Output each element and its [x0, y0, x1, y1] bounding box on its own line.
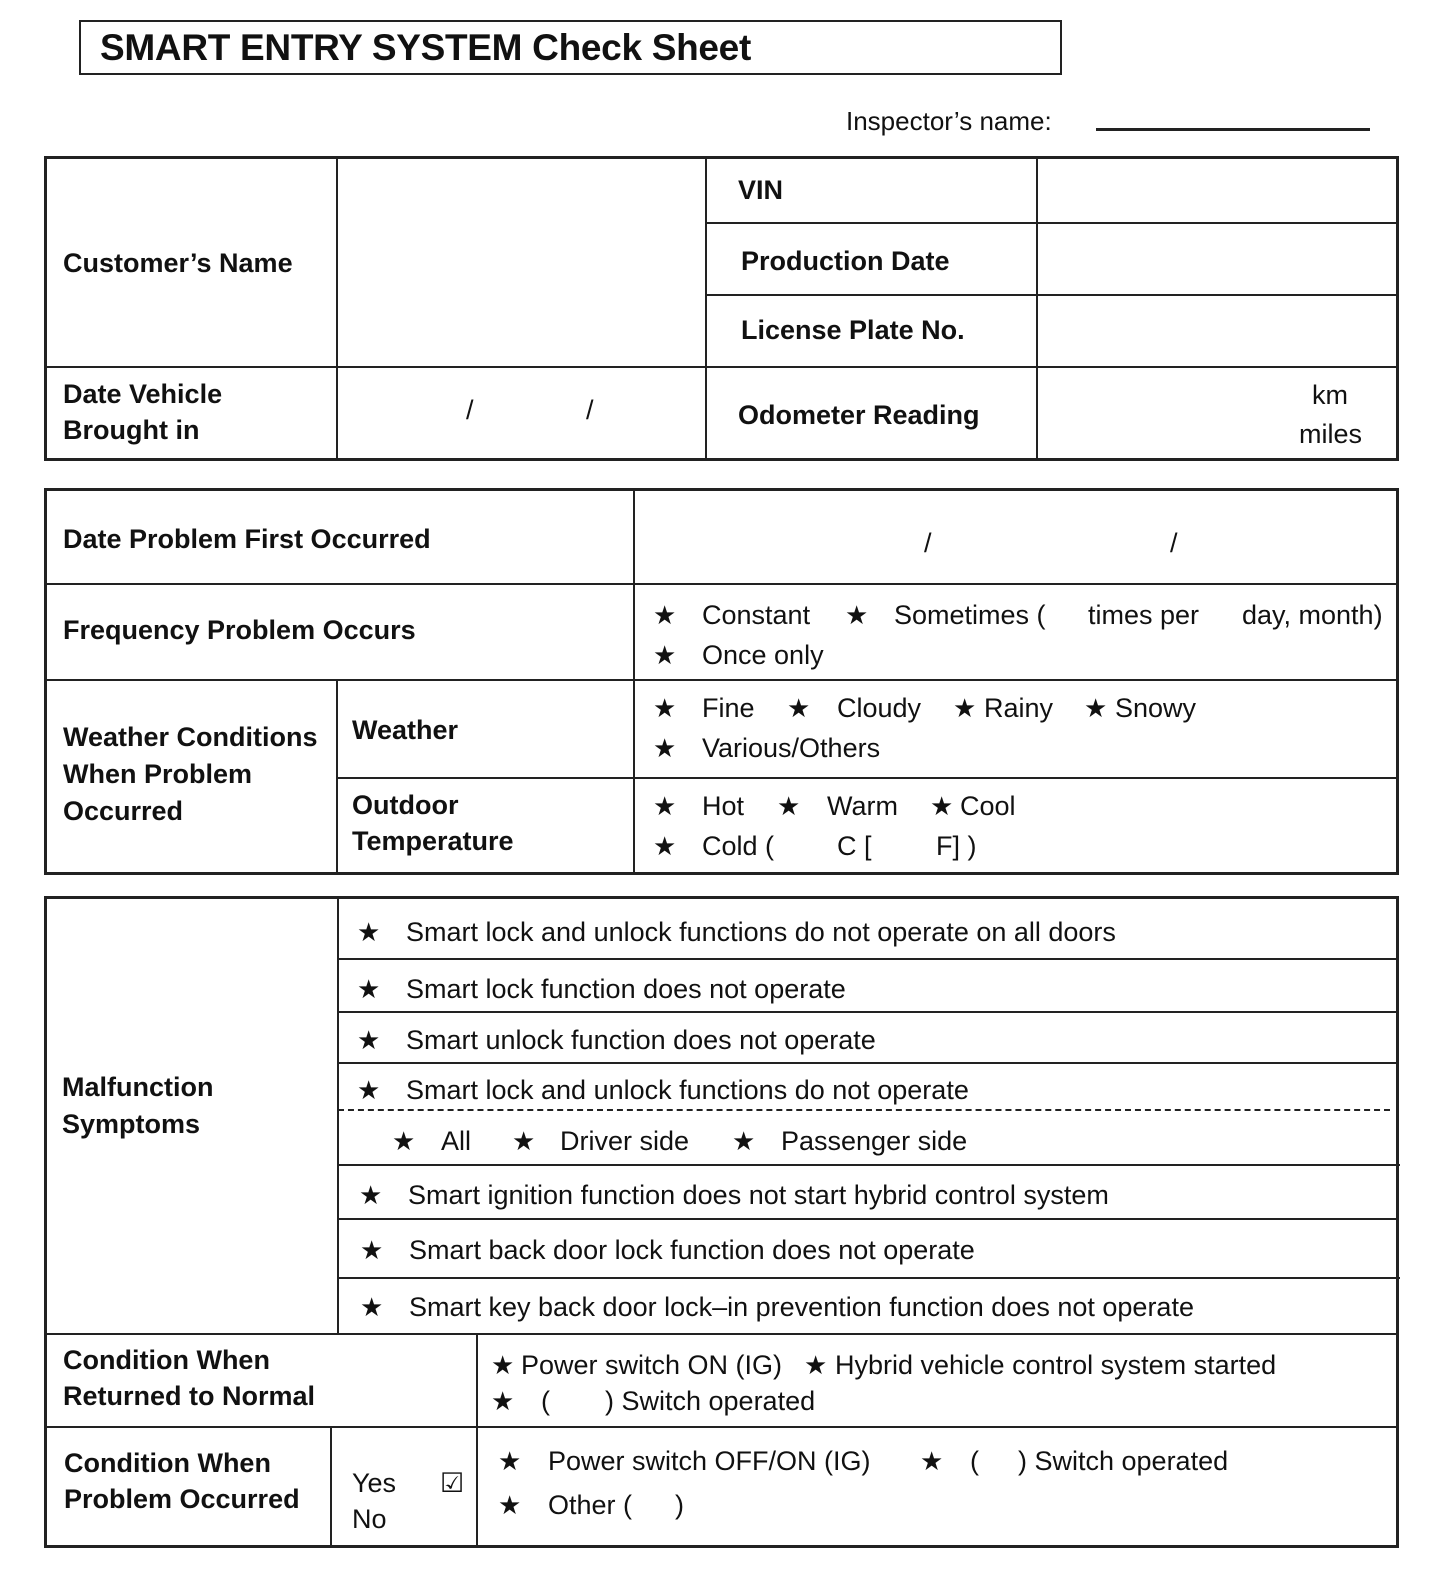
- inspector-name-field[interactable]: [1096, 128, 1370, 131]
- date-separator: /: [586, 395, 594, 425]
- option-power-switch-off-on: Power switch OFF/ON (IG): [548, 1446, 871, 1476]
- symptom-item: Smart unlock function does not operate: [406, 1025, 876, 1055]
- option-power-switch-on: Power switch ON (IG): [521, 1350, 783, 1380]
- license-plate-field[interactable]: [1040, 298, 1394, 364]
- star-checkbox-icon[interactable]: ★: [732, 1126, 756, 1156]
- star-checkbox-icon[interactable]: ★: [653, 693, 677, 723]
- star-checkbox-icon[interactable]: ★: [845, 600, 869, 630]
- date-separator: /: [466, 395, 474, 425]
- option-cool: Cool: [960, 791, 1016, 821]
- star-checkbox-icon[interactable]: ★: [360, 1292, 384, 1322]
- divider: [45, 1333, 1398, 1335]
- star-checkbox-icon[interactable]: ★: [930, 791, 954, 821]
- frequency-label: Frequency Problem Occurs: [63, 615, 416, 645]
- option-various-others: Various/Others: [702, 733, 881, 763]
- date-separator: /: [1170, 528, 1178, 558]
- paren-open: (: [970, 1446, 979, 1476]
- weather-conditions-label-line1: Weather Conditions: [63, 722, 318, 752]
- divider: [476, 1334, 478, 1547]
- star-checkbox-icon[interactable]: ★: [498, 1490, 522, 1520]
- weather-conditions-label-line3: Occurred: [63, 796, 184, 826]
- returned-label-line1: Condition When: [63, 1345, 270, 1375]
- divider: [336, 679, 338, 873]
- option-yes: Yes: [352, 1468, 397, 1498]
- star-checkbox-icon[interactable]: ★: [777, 791, 801, 821]
- star-checkbox-icon[interactable]: ★: [491, 1350, 515, 1380]
- star-checkbox-icon[interactable]: ★: [804, 1350, 828, 1380]
- star-checkbox-icon[interactable]: ★: [498, 1446, 522, 1476]
- star-checkbox-icon[interactable]: ★: [787, 693, 811, 723]
- star-checkbox-icon[interactable]: ★: [491, 1386, 515, 1416]
- symptom-item: Smart lock and unlock functions do not operate: [406, 1075, 969, 1105]
- divider: [338, 1062, 1398, 1064]
- page-title: SMART ENTRY SYSTEM Check Sheet: [100, 27, 751, 68]
- option-constant: Constant: [702, 600, 811, 630]
- divider: [705, 158, 707, 460]
- weather-label: Weather: [352, 715, 459, 745]
- option-switch-operated: ) Switch operated: [1018, 1446, 1229, 1476]
- production-date-label: Production Date: [741, 246, 950, 276]
- option-switch-operated: ) Switch operated: [605, 1386, 816, 1416]
- divider: [1036, 158, 1038, 460]
- star-checkbox-icon[interactable]: ★: [357, 917, 381, 947]
- temp-celsius: C [: [837, 831, 872, 861]
- divider: [338, 1164, 1400, 1166]
- divider: [45, 679, 1398, 681]
- paren-open: (: [541, 1386, 550, 1416]
- star-checkbox-icon[interactable]: ★: [357, 1075, 381, 1105]
- star-checkbox-icon[interactable]: ★: [392, 1126, 416, 1156]
- option-passenger-side: Passenger side: [781, 1126, 968, 1156]
- star-checkbox-icon[interactable]: ★: [357, 974, 381, 1004]
- odometer-label: Odometer Reading: [738, 400, 980, 430]
- period-text: day, month): [1242, 600, 1383, 630]
- occurred-label-line1: Condition When: [64, 1448, 271, 1478]
- star-checkbox-icon[interactable]: ★: [359, 1180, 383, 1210]
- divider: [338, 1218, 1398, 1220]
- production-date-field[interactable]: [1040, 226, 1394, 292]
- unit-miles: miles: [1299, 419, 1363, 449]
- paren-close: ): [675, 1490, 684, 1520]
- divider: [338, 1011, 1398, 1013]
- option-all: All: [441, 1126, 472, 1156]
- star-checkbox-icon[interactable]: ★: [920, 1446, 944, 1476]
- option-other: Other (: [548, 1490, 633, 1520]
- checkbox-icon[interactable]: ☑: [440, 1468, 465, 1498]
- option-hot: Hot: [702, 791, 745, 821]
- symptom-item: Smart lock and unlock functions do not operate on all doors: [406, 917, 1116, 947]
- date-first-occurred-label: Date Problem First Occurred: [63, 524, 431, 554]
- divider: [337, 898, 339, 1334]
- option-snowy: Snowy: [1115, 693, 1197, 723]
- temp-fahrenheit: F] ): [936, 831, 977, 861]
- symptom-item: Smart lock function does not operate: [406, 974, 846, 1004]
- symptom-item: Smart ignition function does not start hybrid control system: [408, 1180, 1109, 1210]
- malfunction-label-line2: Symptoms: [62, 1109, 201, 1139]
- star-checkbox-icon[interactable]: ★: [953, 693, 977, 723]
- star-checkbox-icon[interactable]: ★: [357, 1025, 381, 1055]
- star-checkbox-icon[interactable]: ★: [653, 600, 677, 630]
- symptom-item: Smart key back door lock–in prevention function does not operate: [409, 1292, 1194, 1322]
- option-fine: Fine: [702, 693, 755, 723]
- customer-name-label: Customer’s Name: [63, 248, 293, 278]
- star-checkbox-icon[interactable]: ★: [1084, 693, 1108, 723]
- license-plate-label: License Plate No.: [741, 315, 965, 345]
- divider: [338, 958, 1398, 960]
- customer-name-field[interactable]: [340, 162, 702, 362]
- divider: [705, 222, 1398, 224]
- star-checkbox-icon[interactable]: ★: [653, 733, 677, 763]
- divider: [45, 583, 1398, 585]
- unit-km: km: [1312, 380, 1348, 410]
- outdoor-temp-label-line2: Temperature: [352, 826, 514, 856]
- divider: [337, 777, 1398, 779]
- divider: [336, 158, 338, 460]
- option-cloudy: Cloudy: [837, 693, 922, 723]
- malfunction-label-line1: Malfunction: [62, 1072, 214, 1102]
- star-checkbox-icon[interactable]: ★: [360, 1235, 384, 1265]
- times-per-text: times per: [1088, 600, 1200, 630]
- star-checkbox-icon[interactable]: ★: [512, 1126, 536, 1156]
- vin-label: VIN: [738, 175, 784, 205]
- occurred-label-line2: Problem Occurred: [64, 1484, 300, 1514]
- star-checkbox-icon[interactable]: ★: [653, 640, 677, 670]
- divider: [633, 490, 635, 873]
- option-cold: Cold (: [702, 831, 775, 861]
- divider: [705, 294, 1398, 296]
- option-once-only: Once only: [702, 640, 824, 670]
- option-warm: Warm: [827, 791, 898, 821]
- divider: [45, 366, 1398, 368]
- option-hybrid-started: Hybrid vehicle control system started: [835, 1350, 1277, 1380]
- divider: [330, 1427, 332, 1547]
- star-checkbox-icon[interactable]: ★: [653, 791, 677, 821]
- outdoor-temp-label-line1: Outdoor: [352, 790, 459, 820]
- vin-field[interactable]: [1040, 162, 1394, 220]
- option-sometimes: Sometimes (: [894, 600, 1046, 630]
- divider: [338, 1277, 1400, 1279]
- symptom-item: Smart back door lock function does not operate: [409, 1235, 975, 1265]
- star-checkbox-icon[interactable]: ★: [653, 831, 677, 861]
- date-brought-in-label-line2: Brought in: [63, 415, 200, 445]
- divider: [45, 1426, 1398, 1428]
- option-no: No: [352, 1504, 387, 1534]
- date-separator: /: [924, 528, 932, 558]
- option-rainy: Rainy: [984, 693, 1054, 723]
- inspector-label: Inspector’s name:: [846, 106, 1052, 136]
- returned-label-line2: Returned to Normal: [63, 1381, 316, 1411]
- option-driver-side: Driver side: [560, 1126, 690, 1156]
- date-brought-in-label-line1: Date Vehicle: [63, 379, 223, 409]
- weather-conditions-label-line2: When Problem: [63, 759, 253, 789]
